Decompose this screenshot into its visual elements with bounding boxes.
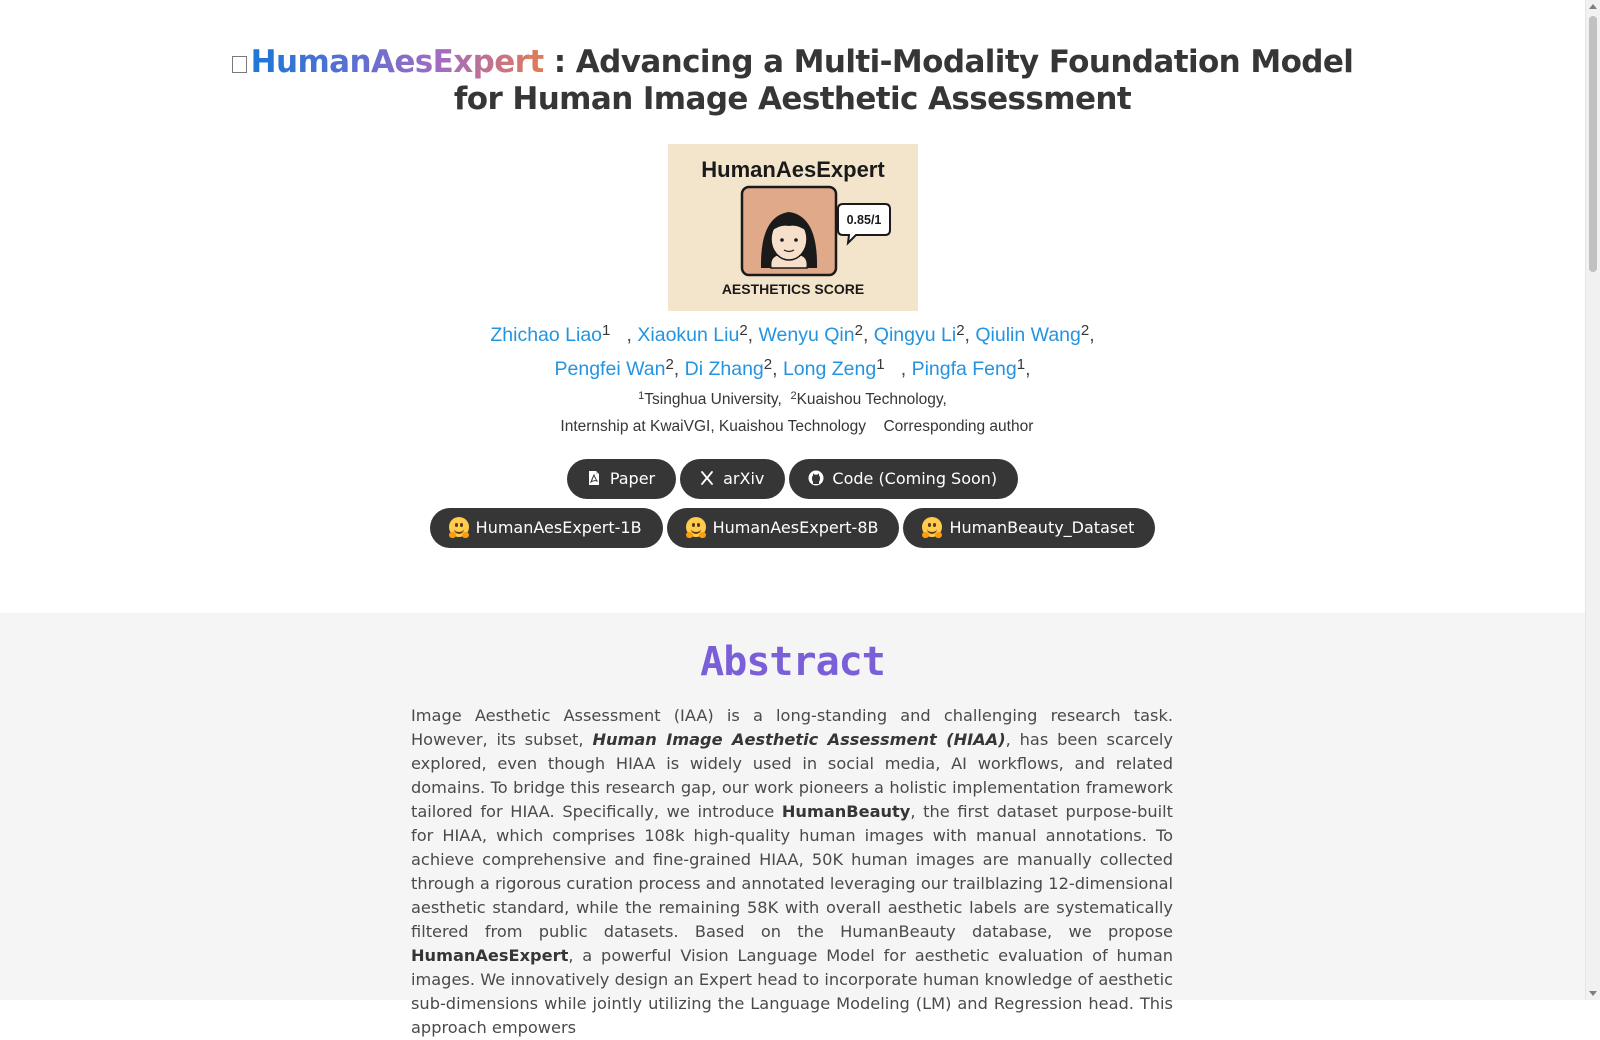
paper-button[interactable] bbox=[567, 459, 676, 499]
abstract-text-2: , has been scarcely explored, even though HIAA is widely used in social media, AI workflows, and related domains. To bridge this research gap, our work pioneers a holistic implementation framework tailored for HIAA. Specifically, we introduce bbox=[411, 730, 1174, 821]
link-buttons-row-1 bbox=[0, 459, 1585, 499]
author-link[interactable]: Pingfa Feng bbox=[911, 358, 1017, 380]
author-sup: 2 bbox=[854, 322, 863, 339]
author-link[interactable]: Qingyu Li bbox=[873, 324, 957, 346]
page-title bbox=[0, 44, 1585, 118]
affiliations bbox=[0, 386, 1585, 440]
affiliation-line-2 bbox=[0, 413, 1585, 440]
hugging-face-icon bbox=[686, 517, 706, 537]
author-link[interactable]: Wenyu Qin bbox=[758, 324, 855, 346]
affiliation-line-1 bbox=[0, 386, 1585, 413]
author-list bbox=[0, 318, 1585, 386]
teaser-image bbox=[668, 144, 918, 311]
arxiv-icon bbox=[699, 470, 715, 486]
pdf-file-icon bbox=[586, 470, 602, 486]
arxiv-button-label: arXiv bbox=[723, 469, 765, 488]
note-internship: Internship at KwaiVGI, Kuaishou Technology bbox=[560, 418, 867, 435]
link-buttons-row-2 bbox=[0, 508, 1585, 548]
abstract-section bbox=[0, 613, 1585, 1037]
affil-sup: 1 bbox=[638, 390, 645, 402]
teaser-illustration bbox=[668, 144, 918, 311]
author-sup: 1  bbox=[602, 322, 627, 339]
scroll-up-arrow-icon[interactable] bbox=[1589, 4, 1597, 9]
title-line-2: for Human Image Aesthetic Assessment bbox=[453, 81, 1132, 117]
model-8b-label: HumanAesExpert-8B bbox=[712, 518, 879, 537]
author-sup: 2 bbox=[665, 356, 674, 373]
title-line-1 bbox=[0, 44, 1585, 81]
abstract-term-humanaesexpert: HumanAesExpert bbox=[411, 946, 569, 965]
abstract-heading: Abstract bbox=[700, 639, 885, 685]
author-link[interactable]: Long Zeng bbox=[782, 358, 877, 380]
author-sup: 2 bbox=[956, 322, 965, 339]
abstract-term-humanbeauty: HumanBeauty bbox=[781, 802, 911, 821]
abstract-text-4: , a powerful Vision Language Model for aesthetic evaluation of human images. We innovatively design an Expert head to incorporate human knowledge of aesthetic sub-dimensions while jointly utilizing the Language Modeling (LM) and Regression head. This approach empowers bbox=[411, 946, 1173, 1037]
model-1b-label: HumanAesExpert-1B bbox=[475, 518, 642, 537]
vertical-scrollbar[interactable] bbox=[1585, 0, 1600, 1000]
abstract-text-1: Image Aesthetic Assessment (IAA) is a long-standing and challenging research task. However, its subset, bbox=[411, 706, 1173, 749]
affil-sup: 2 bbox=[790, 390, 797, 402]
affiliation-kuaishou: Kuaishou Technology, bbox=[796, 391, 947, 408]
author-link[interactable]: Xiaokun Liu bbox=[637, 324, 740, 346]
scroll-thumb[interactable] bbox=[1589, 16, 1597, 272]
author-sup: 1 bbox=[1016, 356, 1026, 373]
abstract-text-3: , the first dataset purpose-built for HIAA, which comprises 108k high-quality human images with manual annotations. To achieve comprehensive and fine-grained HIAA, 50K human images are manually collected through a rigorous curation process and annotated leveraging our trailblazing 12-dimensional aesthetic standard, while the remaining 58K with overall aesthetic labels are systematically filtered from public datasets. Based on the HumanBeauty database, we propose bbox=[411, 802, 1173, 941]
affil-sup:  bbox=[551, 417, 561, 429]
title-brand: HumanAesExpert bbox=[250, 44, 544, 80]
author-line-2: Pengfei Wan$^2$, Di Zhang$^2$, Long Zeng$^{1 }$, Pingfa Feng$^1$, bbox=[554, 356, 1031, 380]
affiliation-tsinghua: Tsinghua University, bbox=[644, 391, 782, 408]
author-link[interactable]: Pengfei Wan bbox=[554, 358, 666, 380]
hugging-face-icon bbox=[922, 517, 942, 537]
affil-sup:  bbox=[874, 417, 884, 429]
code-button-label: Code (Coming Soon) bbox=[832, 469, 998, 488]
title-rest: : Advancing a Multi-Modality Foundation Model bbox=[543, 44, 1354, 80]
author-link[interactable]: Zhichao Liao bbox=[490, 324, 603, 346]
dataset-label: HumanBeauty_Dataset bbox=[949, 518, 1135, 537]
github-icon bbox=[808, 470, 824, 486]
model-8b-button[interactable] bbox=[667, 508, 900, 548]
abstract-paragraph bbox=[411, 704, 1173, 1040]
teaser-heading: HumanAesExpert bbox=[701, 157, 885, 182]
code-button[interactable] bbox=[789, 459, 1018, 499]
paper-button-label: Paper bbox=[609, 469, 656, 488]
dataset-button[interactable] bbox=[903, 508, 1155, 548]
abstract-term-hiaa: Human Image Aesthetic Assessment (HIAA) bbox=[592, 730, 1006, 749]
arxiv-button[interactable] bbox=[680, 459, 785, 499]
author-line-1: Zhichao Liao$^{1 }$, Xiaokun Liu$^2$, Wenyu Qin$^2$, Qingyu Li$^2$, Qiulin Wang$^2$, bbox=[490, 322, 1095, 346]
note-corresponding: Corresponding author bbox=[883, 418, 1034, 435]
author-sup: 2 bbox=[739, 322, 748, 339]
scroll-down-arrow-icon[interactable] bbox=[1589, 991, 1597, 996]
model-1b-button[interactable] bbox=[430, 508, 663, 548]
hugging-face-icon bbox=[449, 517, 469, 537]
author-link[interactable]: Di Zhang bbox=[684, 358, 764, 380]
broken-image-icon bbox=[232, 56, 247, 73]
teaser-score: 0.85/1 bbox=[846, 213, 882, 227]
author-sup: 2 bbox=[763, 356, 773, 373]
teaser-caption: AESTHETICS SCORE bbox=[721, 281, 865, 297]
author-link[interactable]: Qiulin Wang bbox=[975, 324, 1081, 346]
author-sup: 1  bbox=[876, 356, 901, 373]
author-sup: 2 bbox=[1080, 322, 1090, 339]
